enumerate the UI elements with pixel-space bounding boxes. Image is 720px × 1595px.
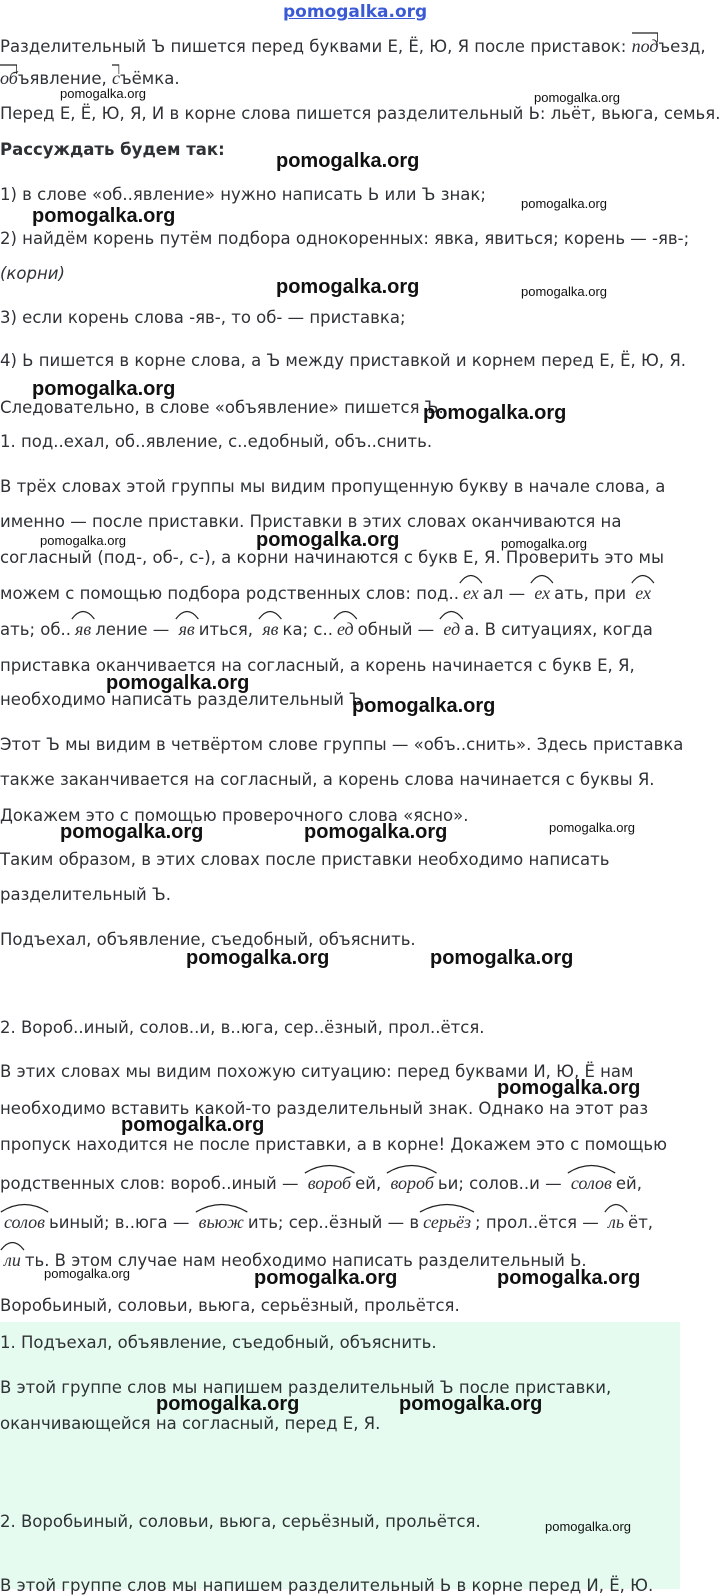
task1-words: 1. под..ехал, об..явление, с..едобный, объ..снить.: [0, 432, 433, 451]
watermark: pomogalka.org: [534, 90, 620, 105]
prefix-mark: об: [0, 68, 18, 89]
task2-paragraph-line: пропуск находится не после приставки, а в корне! Докажем это с помощью: [0, 1135, 668, 1154]
task2-words: 2. Вороб..иный, солов..и, в..юга, сер..ёзный, прол..ётся.: [0, 1018, 485, 1037]
root-mark: ед: [439, 619, 464, 640]
task1-paragraph-line: разделительный Ъ.: [0, 885, 171, 904]
intro-line-1: Разделительный Ъ пишется перед буквами Е, Ё, Ю, Я после приставок: подъезд,: [0, 36, 706, 57]
reasoning-conclusion: Следовательно, в слове «объявление» пишется Ъ.: [0, 398, 444, 417]
watermark: pomogalka.org: [44, 1266, 130, 1281]
task1-paragraph-line: можем с помощью подбора родственных слов: под.. ех ал — ех ать, при ех: [0, 583, 655, 604]
task1-paragraph-line: необходимо написать разделительный Ъ.: [0, 690, 369, 709]
watermark: pomogalka.org: [545, 1519, 631, 1534]
task1-paragraph-line: Докажем это с помощью проверочного слова «ясно».: [0, 806, 469, 825]
prefix-mark: под: [632, 36, 659, 57]
answer-1-explanation: В этой группе слов мы напишем разделительный Ъ после приставки,: [0, 1378, 612, 1397]
intro-line-3: Перед Е, Ё, Ю, Я, И в корне слова пишется разделительный Ь: льёт, вьюга, семья.: [0, 104, 720, 123]
site-link[interactable]: pomogalka.org: [283, 2, 428, 22]
reasoning-step-1: 1) в слове «об..явление» нужно написать Ь или Ъ знак;: [0, 185, 486, 204]
answer-2-explanation: В этой группе слов мы напишем разделительный Ь в корне перед И, Ё, Ю.: [0, 1576, 654, 1595]
watermark: pomogalka.org: [399, 1393, 543, 1415]
task2-paragraph-line: ли ть. В этом случае нам необходимо написать разделительный Ь.: [0, 1250, 587, 1271]
task1-paragraph-line: приставка оканчивается на согласный, а корень начинается с букв Е, Я,: [0, 656, 635, 675]
task1-paragraph-line: Таким образом, в этих словах после приставки необходимо написать: [0, 850, 610, 869]
root-mark: серьёз: [419, 1212, 475, 1233]
root-mark: солов: [0, 1212, 49, 1233]
root-mark: яв: [71, 619, 95, 640]
watermark: pomogalka.org: [60, 821, 204, 843]
root-mark: вьюж: [195, 1212, 248, 1233]
task1-paragraph-line: В трёх словах этой группы мы видим пропущенную букву в начале слова, а: [0, 477, 666, 496]
root-mark: ех: [631, 583, 655, 604]
watermark: pomogalka.org: [40, 533, 126, 548]
answer-2: 2. Воробьиный, соловьи, вьюга, серьёзный, прольётся.: [0, 1512, 481, 1531]
root-mark: солов: [567, 1173, 616, 1194]
answer-section-background: [0, 1322, 680, 1589]
watermark: pomogalka.org: [304, 821, 448, 843]
watermark: pomogalka.org: [276, 150, 420, 172]
watermark: pomogalka.org: [60, 86, 146, 101]
watermark: pomogalka.org: [497, 1267, 641, 1289]
watermark: pomogalka.org: [32, 205, 176, 227]
root-mark: ех: [530, 583, 554, 604]
root-mark: ед: [333, 619, 358, 640]
watermark: pomogalka.org: [254, 1267, 398, 1289]
task1-paragraph-line: также заканчивается на согласный, а корень слова начинается с буквы Я.: [0, 770, 655, 789]
reasoning-step-2: 2) найдём корень путём подбора однокоренных: явка, явиться; корень — -яв-;: [0, 229, 690, 248]
watermark: pomogalka.org: [256, 529, 400, 551]
task2-paragraph-line: необходимо вставить какой-то разделительный знак. Однако на этот раз: [0, 1099, 649, 1118]
root-mark: ли: [0, 1250, 25, 1271]
watermark: pomogalka.org: [186, 947, 330, 969]
root-mark: яв: [258, 619, 282, 640]
task1-paragraph-line: согласный (под-, об-, с-), а корни начинаются с букв Е, Я. Проверить это мы: [0, 548, 665, 567]
task2-paragraph-line: родственных слов: вороб..иный — вороб ей, вороб ьи; солов..и — солов ей,: [0, 1173, 642, 1194]
reasoning-step-4: 4) Ь пишется в корне слова, а Ъ между приставкой и корнем перед Е, Ё, Ю, Я.: [0, 351, 687, 370]
task1-paragraph-line: ать; об.. яв ление — яв иться, яв ка; с.. ед обный — ед а. В ситуациях, когда: [0, 619, 653, 640]
task2-paragraph-line: солов ьиный; в..юга — вьюж ить; сер..ёзный — в серьёз ; прол..ётся — ль ёт,: [0, 1212, 653, 1233]
watermark: pomogalka.org: [521, 196, 607, 211]
watermark: pomogalka.org: [352, 695, 496, 717]
task1-paragraph-line: именно — после приставки. Приставки в этих словах оканчиваются на: [0, 512, 622, 531]
watermark: pomogalka.org: [156, 1393, 300, 1415]
answer-1: 1. Подъехал, объявление, съедобный, объяснить.: [0, 1333, 437, 1352]
answer-1-explanation: оканчивающейся на согласный, перед Е, Я.: [0, 1414, 381, 1433]
watermark: pomogalka.org: [501, 536, 587, 551]
root-mark: вороб: [304, 1173, 355, 1194]
intro-line-2: объявление, съёмка.: [0, 68, 180, 89]
watermark: pomogalka.org: [106, 672, 250, 694]
prefix-mark: с: [112, 68, 120, 89]
watermark: pomogalka.org: [549, 820, 635, 835]
task2-answer: Воробьиный, соловьи, вьюга, серьёзный, прольётся.: [0, 1296, 460, 1315]
task1-answer: Подъехал, объявление, съедобный, объяснить.: [0, 930, 416, 949]
root-mark: вороб: [386, 1173, 437, 1194]
root-mark: ль: [604, 1212, 628, 1233]
root-mark: яв: [175, 619, 199, 640]
watermark: pomogalka.org: [521, 284, 607, 299]
reasoning-step-2-note: (корни): [0, 264, 65, 283]
root-mark: ех: [459, 583, 483, 604]
watermark: pomogalka.org: [497, 1077, 641, 1099]
watermark: pomogalka.org: [121, 1114, 265, 1136]
reasoning-heading: Рассуждать будем так:: [0, 140, 225, 159]
watermark: pomogalka.org: [32, 378, 176, 400]
reasoning-step-3: 3) если корень слова -яв-, то об- — приставка;: [0, 308, 406, 327]
watermark: pomogalka.org: [423, 402, 567, 424]
watermark: pomogalka.org: [276, 276, 420, 298]
watermark: pomogalka.org: [430, 947, 574, 969]
task1-paragraph-line: Этот Ъ мы видим в четвёртом слове группы — «объ..снить». Здесь приставка: [0, 735, 684, 754]
task2-paragraph-line: В этих словах мы видим похожую ситуацию: перед буквами И, Ю, Ё нам: [0, 1062, 634, 1081]
